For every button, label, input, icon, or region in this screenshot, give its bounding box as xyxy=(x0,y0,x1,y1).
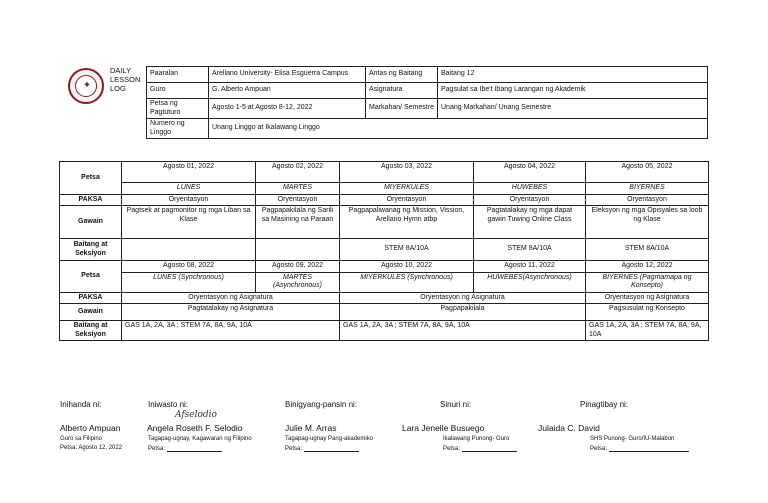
table-cell: GAS 1A, 2A, 3A ; STEM 7A, 8A, 9A, 10A xyxy=(340,321,586,341)
table-cell: PAKSA xyxy=(60,292,122,304)
table-cell: Petsa ng Pagtuturo xyxy=(147,99,209,119)
checker-role: Tagapag-ugnay, Kagawaran ng Filipino xyxy=(148,436,252,442)
approved-by-label: Pinagtibay ni: xyxy=(580,400,629,409)
table-cell: Oryentasyon xyxy=(340,194,474,206)
table-cell xyxy=(122,239,256,261)
table-cell: Agosto 04, 2022 xyxy=(474,162,586,183)
table-cell: Guro xyxy=(147,83,209,99)
reviewer-role: Tagapag-ugnay Pang-akademiko xyxy=(285,436,374,442)
school-seal-logo: ✦ xyxy=(68,68,104,104)
table-cell: BIYERNES (Pagmamapa ng Konsepto) xyxy=(586,272,709,292)
checker-date: Petsa: xyxy=(148,445,222,452)
table-cell: Oryentasyon ng Asignatura xyxy=(340,292,586,304)
table-cell: Unang Linggo at Ikalawang Linggo xyxy=(209,119,708,139)
header-info-table xyxy=(146,66,708,139)
table-cell: Agosto 10, 2022 xyxy=(340,261,474,273)
preparer-role: Guro sa Filipino xyxy=(60,436,103,442)
table-cell: STEM 8A/10A xyxy=(340,239,474,261)
table-cell: Antas ng Baitang xyxy=(366,67,438,83)
table-cell: Pagpapaliwanag ng Mission, Vission, Arellano Hymn atbp xyxy=(340,206,474,239)
table-cell: MARTES xyxy=(256,183,340,195)
table-cell: Eleksyon ng mga Opisyales sa loob ng Klase xyxy=(586,206,709,239)
table-cell: Agosto 05, 2022 xyxy=(586,162,709,183)
checked-by-label: Iniwasto ni: xyxy=(148,400,189,409)
table-cell: Arellano University- Elisa Esguerra Campus xyxy=(209,67,366,83)
table-cell: Oryentasyon xyxy=(586,194,709,206)
preparer-name: Alberto Ampuan xyxy=(60,423,121,433)
table-cell: MARTES (Asynchronous) xyxy=(256,272,340,292)
table-cell: Pagtatalakay ng Asignatura xyxy=(122,304,340,321)
table-cell: Asignatura xyxy=(366,83,438,99)
table-cell: Petsa xyxy=(60,162,122,195)
table-cell: Agosto 11, 2022 xyxy=(474,261,586,273)
table-cell: GAS 1A, 2A, 3A ; STEM 7A, 8A, 9A, 10A xyxy=(122,321,340,341)
preparer-date: Petsa: Agosto 12, 2022 xyxy=(60,445,123,451)
table-cell: BIYERNES xyxy=(586,183,709,195)
table-cell: Agosto 1-5 at Agosto 8-12, 2022 xyxy=(209,99,366,119)
prepared-by-label: Inihanda ni: xyxy=(60,400,102,409)
reviewer-name: Julie M. Arras xyxy=(285,423,337,433)
table-cell: Agosto 12, 2022 xyxy=(586,261,709,273)
table-cell: Numero ng Linggo xyxy=(147,119,209,139)
table-cell: Agosto 01, 2022 xyxy=(122,162,256,183)
table-cell: Pagpapakilala ng Sarili sa Masining na Paraan xyxy=(256,206,340,239)
table-cell: Oryentasyon xyxy=(474,194,586,206)
noted-by-label: Sinuri ni: xyxy=(440,400,472,409)
table-cell: HUWEBES(Asynchronous) xyxy=(474,272,586,292)
table-cell: Oryentasyon xyxy=(122,194,256,206)
table-cell: Petsa xyxy=(60,261,122,293)
table-cell: PAKSA xyxy=(60,194,122,206)
table-cell: LUNES (Synchronous) xyxy=(122,272,256,292)
table-cell: Agosto 02, 2022 xyxy=(256,162,340,183)
table-cell: Unang Markahan/ Unang Semestre xyxy=(438,99,708,119)
table-cell: MIYERKULES (Synchronous) xyxy=(340,272,474,292)
table-cell: Pagtsek at pagmonitor ng mga Liban sa Klase xyxy=(122,206,256,239)
table-cell: Pagtatalakay ng mga dapat gawin Tuwing Online Class xyxy=(474,206,586,239)
table-cell: Agosto 09, 2022 xyxy=(256,261,340,273)
checker-name: Angela Roseth F. Selodio xyxy=(147,423,243,433)
table-cell: HUWEBES xyxy=(474,183,586,195)
schedule-table xyxy=(59,161,709,341)
table-cell: Agosto 03, 2022 xyxy=(340,162,474,183)
table-cell xyxy=(256,239,340,261)
table-cell: Baitang at Seksiyon xyxy=(60,321,122,341)
handwritten-signature: Afselodio xyxy=(175,410,217,420)
table-cell: Gawain xyxy=(60,206,122,239)
table-cell: STEM 8A/10A xyxy=(474,239,586,261)
table-cell: Baitang 12 xyxy=(438,67,708,83)
table-cell: GAS 1A, 2A, 3A ; STEM 7A, 8A, 9A, 10A xyxy=(586,321,709,341)
table-cell: Gawain xyxy=(60,304,122,321)
reviewed-by-label: Binigyang-pansin ni: xyxy=(285,400,358,409)
table-cell: Baitang at Seksiyon xyxy=(60,239,122,261)
table-cell: MIYERKULES xyxy=(340,183,474,195)
approver-name: Julaida C. David xyxy=(538,423,600,433)
noter-role: Ikalawang Punong- Guro xyxy=(443,436,510,442)
table-cell: Oryentasyon xyxy=(256,194,340,206)
table-cell: Pagsulat sa Ibe't Ibang Larangan ng Akademik xyxy=(438,83,708,99)
dll-title: DAILY LESSON LOG xyxy=(110,66,141,93)
table-cell: G. Alberto Ampuan xyxy=(209,83,366,99)
table-cell: Oryentasyon ng Asignatura xyxy=(586,292,709,304)
approver-role: SHS Punong- Guro/IU-Malabon xyxy=(590,436,675,442)
table-cell: STEM 8A/10A xyxy=(586,239,709,261)
reviewer-date: Petsa: xyxy=(285,445,359,452)
table-cell: Paaralan xyxy=(147,67,209,83)
table-cell: Pagpapakilala xyxy=(340,304,586,321)
table-cell: Oryentasyon ng Asignatura xyxy=(122,292,340,304)
noter-name: Lara Jenelle Busuego xyxy=(402,423,485,433)
table-cell: Agosto 08, 2022 xyxy=(122,261,256,273)
table-cell: Markahan/ Semestre xyxy=(366,99,438,119)
table-cell: LUNES xyxy=(122,183,256,195)
noter-date: Petsa: xyxy=(443,445,517,452)
approver-date: Petsa: xyxy=(590,445,689,452)
table-cell: Pagsusulat ng Konsepto xyxy=(586,304,709,321)
